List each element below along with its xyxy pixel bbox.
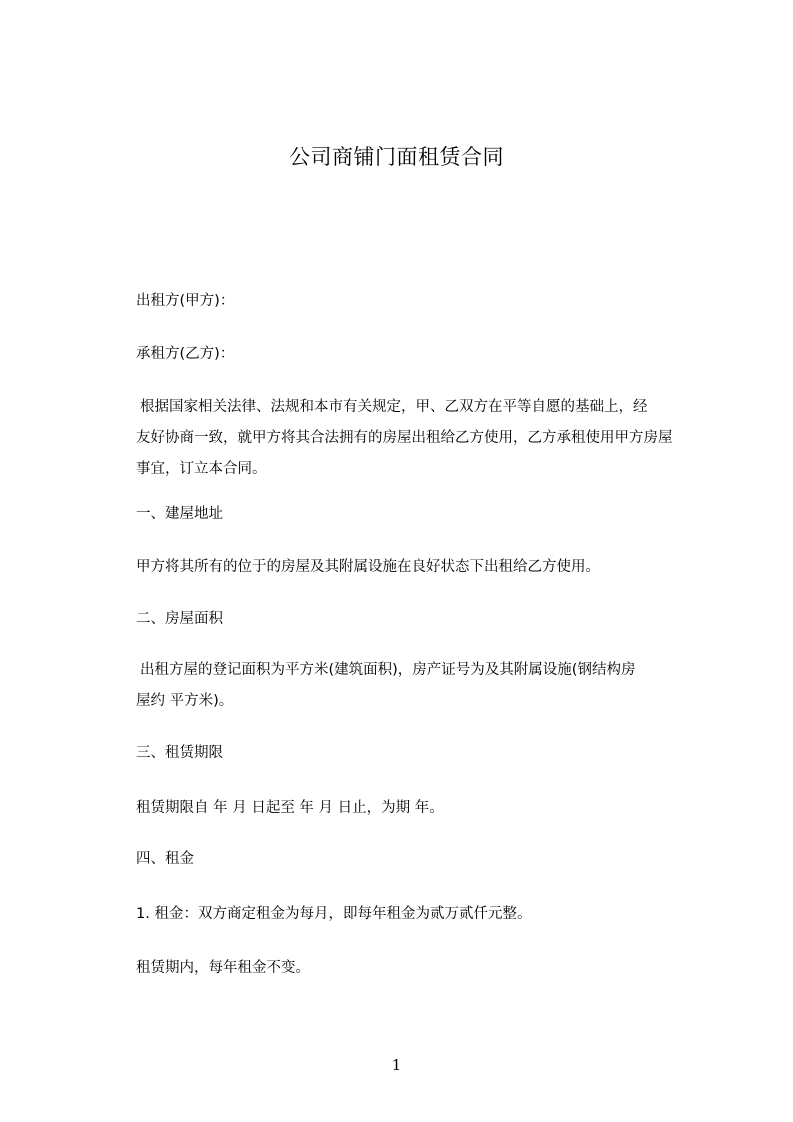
preamble-line-3: 事宜，订立本合同。 [136,461,267,477]
section-3-body: 租赁期限自 年 月 日起至 年 月 日止，为期 年。 [136,800,444,816]
section-2-line-1: 出租方屋的登记面积为平方米(建筑面积)，房产证号为及其附属设施(钢结构房 [140,662,636,678]
section-4-heading: 四、租金 [136,851,194,867]
section-2-heading: 二、房屋面积 [136,611,223,627]
section-1-body: 甲方将其所有的位于的房屋及其附属设施在良好状态下出租给乙方使用。 [136,559,600,575]
section-2-paragraph [136,655,672,717]
section-4-item-1: 1. 租金：双方商定租金为每月，即每年租金为贰万贰仟元整。 [136,906,532,922]
preamble-line-2: 友好协商一致，就甲方将其合法拥有的房屋出租给乙方使用，乙方承租使用甲方房屋 [136,430,673,446]
preamble-line-1: 根据国家相关法律、法规和本市有关规定，甲、乙双方在平等自愿的基础上，经 [140,399,648,415]
section-1-heading: 一、建屋地址 [136,506,223,522]
section-4-note: 租赁期内，每年租金不变。 [136,960,310,976]
section-3-heading: 三、租赁期限 [136,745,223,761]
lessee-line: 承租方(乙方)： [136,346,235,362]
lessor-line: 出租方(甲方)： [136,293,235,309]
section-2-line-2: 屋约 平方米)。 [136,693,234,709]
document-title: 公司商铺门面租赁合同 [289,145,504,169]
page-number: 1 [391,1056,402,1074]
preamble-paragraph [136,392,672,485]
